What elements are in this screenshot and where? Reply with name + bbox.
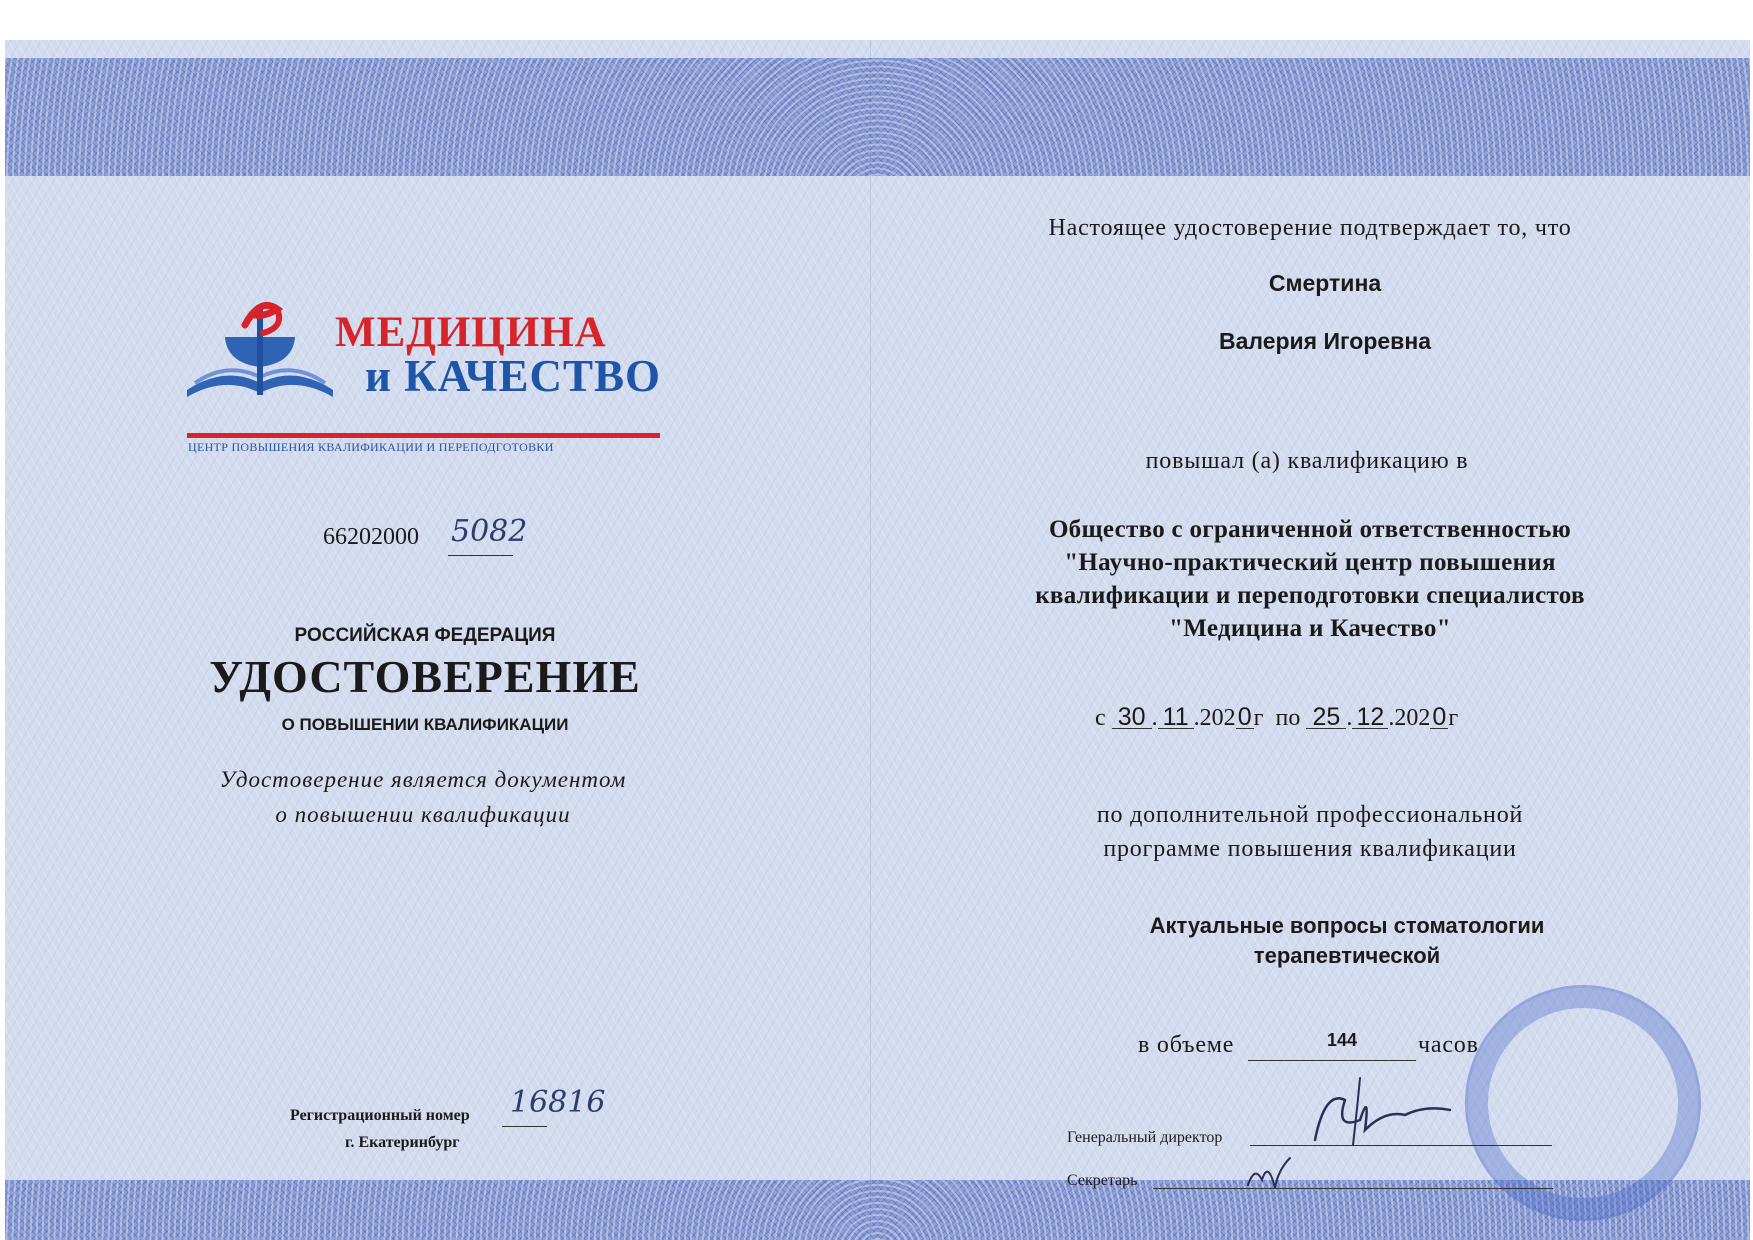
date-to-day: 25 [1306,706,1346,729]
registration-number-label: Регистрационный номер [290,1107,470,1124]
organization-name: Общество с ограниченной ответственностью "Научно-практический центр повышения квалификации и переподготовки специалистов "Медицина и Качество" [1035,516,1585,642]
registration-number-handwritten: 16816 [510,1085,606,1120]
secretary-signature-line [1153,1188,1553,1189]
volume-line [1248,1060,1416,1061]
program-line2: программе повышения квалификации [1103,836,1517,862]
intro-text: Настоящее удостоверение подтверждает то, что [1048,215,1572,241]
holder-name: Валерия Игоревна [1218,328,1432,354]
director-label: Генеральный директор [1067,1129,1223,1146]
serial-number-handwritten: 5082 [451,514,528,549]
date-to-year-digit: 0 [1430,706,1448,729]
round-stamp [1465,985,1701,1221]
date-from-year-digit: 0 [1236,706,1254,729]
volume-hours: 144 [1326,1030,1358,1050]
serial-number-line [448,555,513,556]
country-heading: РОССИЙСКАЯ ФЕДЕРАЦИЯ [294,625,556,646]
holder-surname: Смертина [1268,270,1382,296]
training-dates: с 30 . 11 .2020г по 25 . 12 .2020г [1095,703,1459,731]
guilloche-band-bottom [5,1180,1750,1240]
program-line1: по дополнительной профессиональной [1096,802,1524,828]
fold-line [870,40,871,1240]
caduceus-book-icon [185,295,335,415]
date-from-year-prefix: 202 [1199,705,1236,731]
date-from-year-suffix: г [1253,705,1264,731]
secretary-label: Секретарь [1067,1172,1138,1189]
volume-label: в объеме [1138,1032,1235,1058]
document-subtitle: О ПОВЫШЕНИИ КВАЛИФИКАЦИИ [281,715,569,734]
course-title-line1: Актуальные вопросы стоматологии [1149,913,1545,938]
logo-title-line1: МЕДИЦИНА [335,309,607,356]
document-title: УДОСТОВЕРЕНИЕ [209,651,641,702]
serial-number-prefix: 66202000 [323,524,419,550]
qualification-phrase: повышал (а) квалификацию в [1145,448,1469,474]
date-from-day: 30 [1112,706,1152,729]
date-from-prefix: с [1095,705,1106,731]
document-note-line1: Удостоверение является документом [219,767,627,792]
guilloche-band-top [5,58,1750,176]
logo-underline [187,433,660,438]
date-to-month: 12 [1352,706,1388,729]
course-title-line2: терапевтической [1253,943,1441,968]
date-from-month: 11 [1158,706,1194,729]
logo-tagline: ЦЕНТР ПОВЫШЕНИЯ КВАЛИФИКАЦИИ И ПЕРЕПОДГОТОВКИ [188,440,554,454]
date-to-prefix: по [1275,705,1301,731]
logo-title-line2: и КАЧЕСТВО [365,351,662,401]
director-signature [1305,1070,1455,1150]
registration-number-line [502,1126,547,1127]
volume-unit: часов [1418,1032,1479,1058]
document-note-line2: о повышении квалификации [275,802,571,827]
date-to-year-suffix: г [1448,705,1459,731]
date-to-year-prefix: 202 [1394,705,1431,731]
certificate-page [5,40,1750,1240]
secretary-signature [1240,1150,1300,1195]
city-label: г. Екатеринбург [345,1134,460,1151]
